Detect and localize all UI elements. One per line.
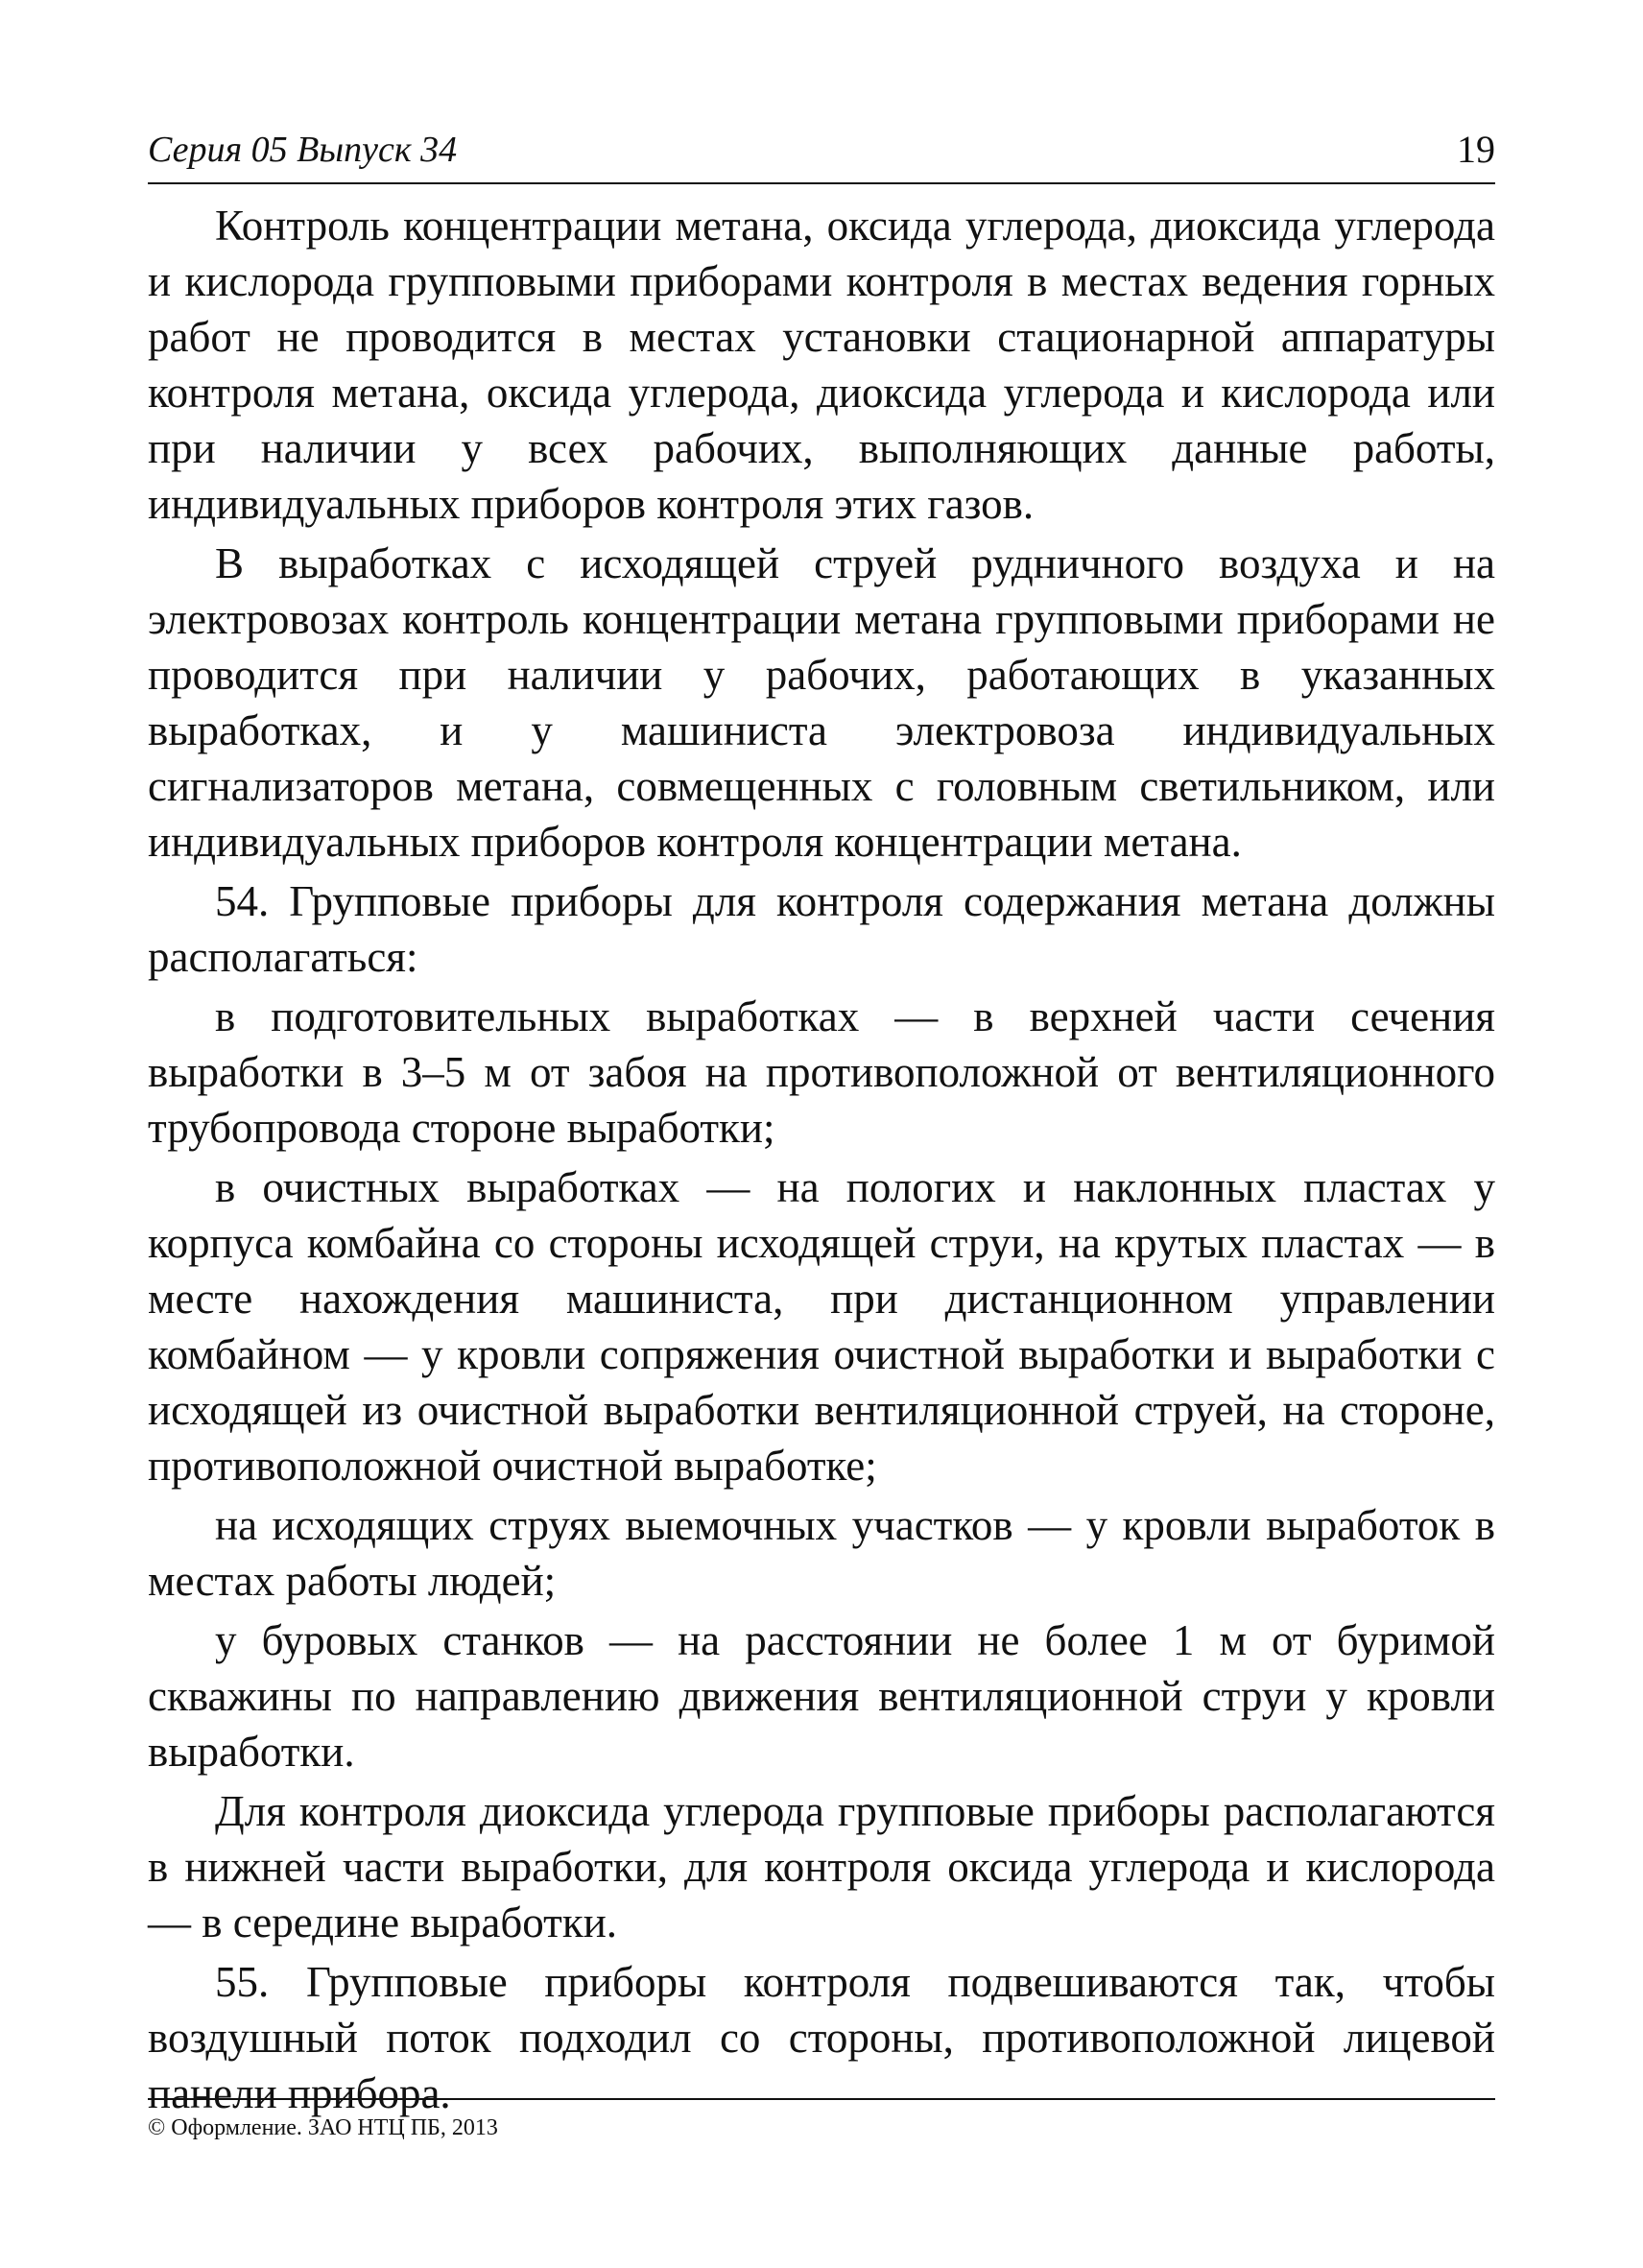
paragraph: в очистных выработках — на пологих и наклонных пластах у корпуса комбайна со стороны исходящей струи, на крутых пластах — в месте нахождения машиниста, при дистанционном управлении комбайном — у кровли сопряжения очистной выработки и выработки с исходящей из очистной выработки вентиляционной струей, на стороне, противоположной очистной выработке; [148,1163,1495,1490]
series-title: Серия 05 Выпуск 34 [148,130,458,170]
copyright-notice: © Оформление. ЗАО НТЦ ПБ, 2013 [148,2115,498,2140]
paragraph: у буровых станков — на расстоянии не более 1 м от буримой скважины по направлению движения вентиляционной струи у кровли выработки. [148,1616,1495,1776]
paragraph: Для контроля диоксида углерода групповые приборы располагаются в нижней части выработки, для контроля оксида углерода и кислорода — в середине выработки. [148,1787,1495,1946]
paragraph: В выработках с исходящей струей рудничного воздуха и на электровозах контроль концентрации метана групповыми приборами не проводится при наличии у рабочих, работающих в указанных выработках, и у машиниста электровоза индивидуальных сигнализаторов метана, совмещенных с головным светильником, или индивидуальных приборов контроля концентрации метана. [148,539,1495,866]
page-header [148,129,1495,184]
document-body [148,198,1495,2125]
paragraph: на исходящих струях выемочных участков — у кровли выработок в местах работы людей; [148,1501,1495,1605]
paragraph: в подготовительных выработках — в верхней части сечения выработки в 3–5 м от забоя на противоположной от вентиляционного трубопровода стороне выработки; [148,992,1495,1152]
paragraph: Контроль концентрации метана, оксида углерода, диоксида углерода и кислорода групповыми приборами контроля в местах ведения горных работ не проводится в местах установки стационарной аппаратуры контроля метана, оксида углерода, диоксида углерода и кислорода или при наличии у всех рабочих, выполняющих данные работы, индивидуальных приборов контроля этих газов. [148,202,1495,528]
page-footer [148,2098,1495,2142]
paragraph: 55. Групповые приборы контроля подвешиваются так, чтобы воздушный поток подходил со стороны, противоположной лицевой панели прибора. [148,1958,1495,2117]
page-number: 19 [1457,128,1495,171]
paragraph: 54. Групповые приборы для контроля содержания метана должны располагаться: [148,877,1495,981]
